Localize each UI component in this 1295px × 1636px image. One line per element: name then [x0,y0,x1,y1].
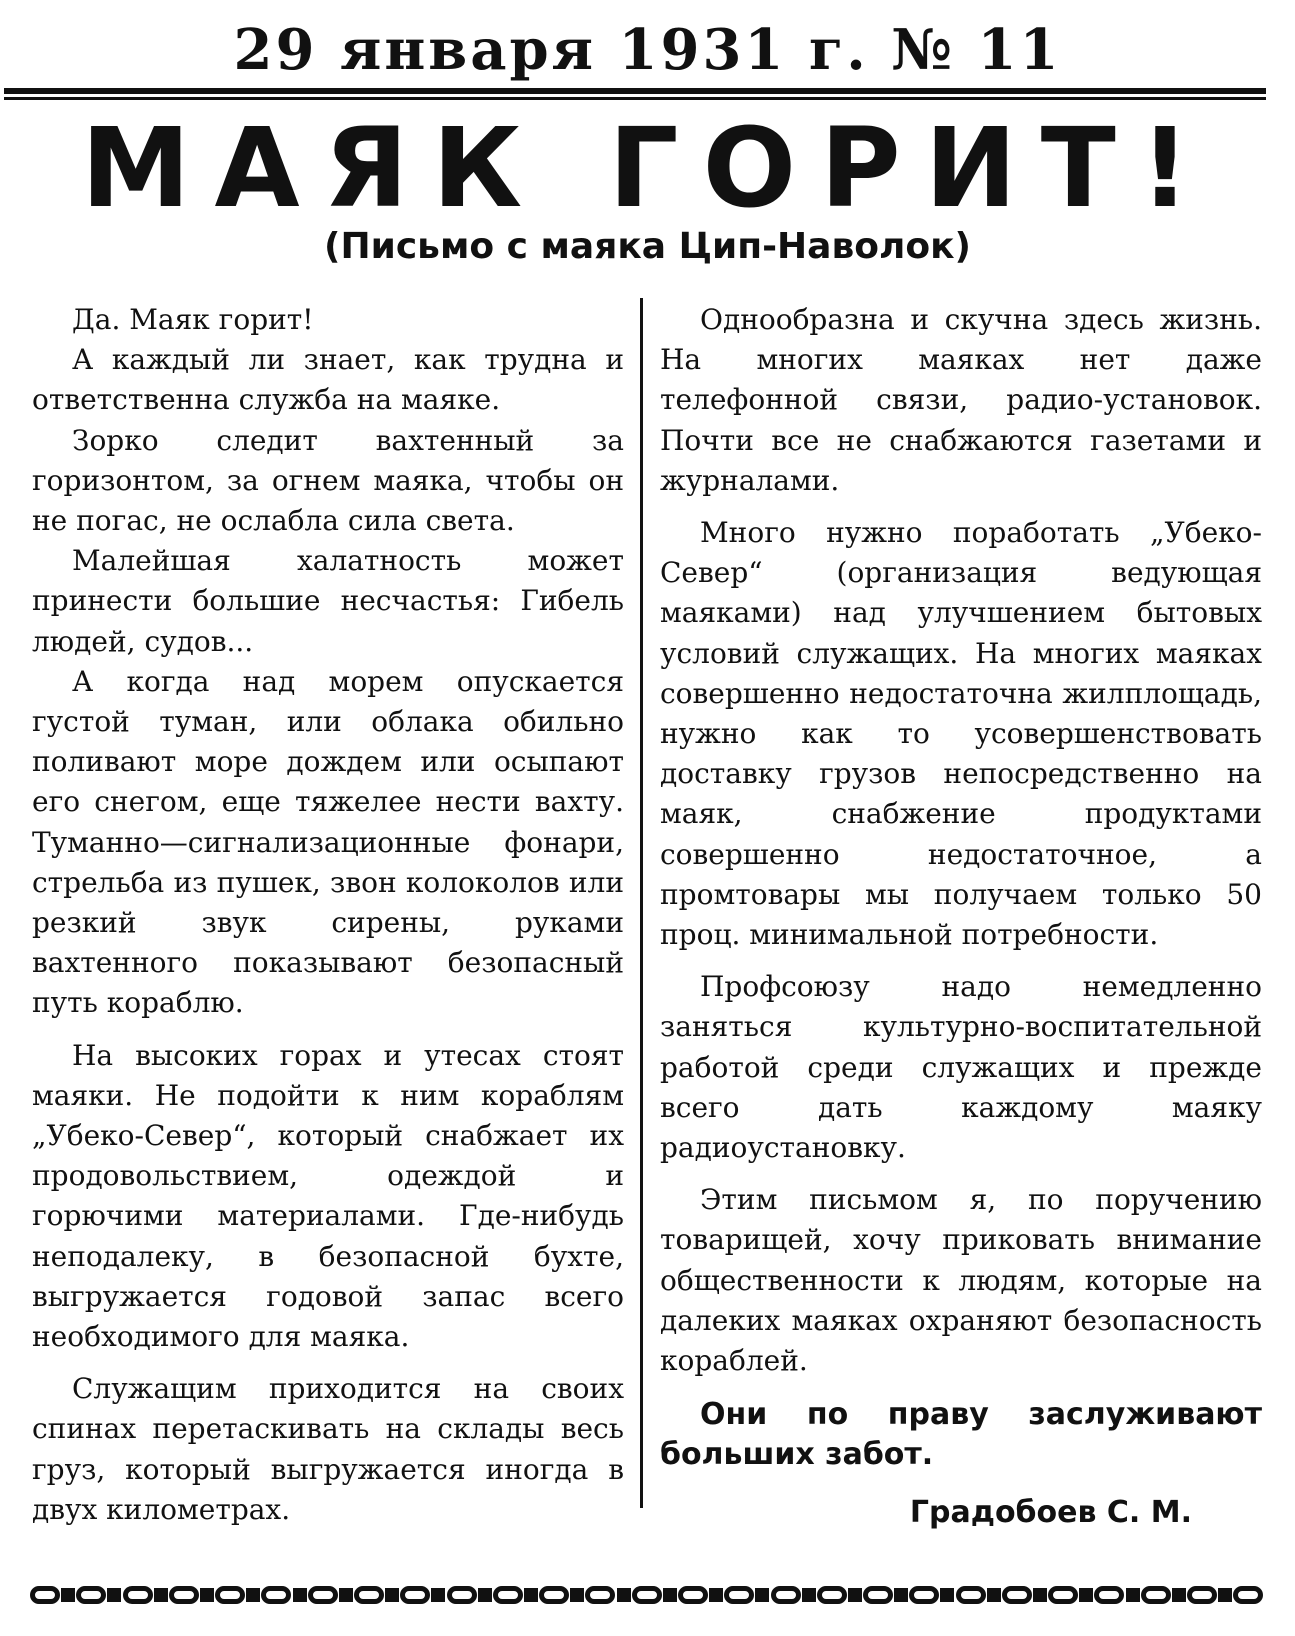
chain-bar-ornament [200,1588,214,1602]
chain-bar-ornament [663,1588,677,1602]
chain-link-ornament [1141,1586,1171,1604]
paragraph: Да. Маяк горит! [72,303,314,336]
chain-bar-ornament [154,1588,168,1602]
paragraph: А когда над морем опускается густой туман, или облака обильно поливают море дождем или осыпают его снегом, еще тяжелее нести вахту. Туманно—сигнализационные фонари, стрельба из пушек, звон колоколов или резкий звук сирены, руками вахтенного показывают безопасный путь кораблю. [32,664,624,1020]
chain-link-ornament [678,1586,708,1604]
left-column [32,300,624,1530]
column-divider [640,298,643,1508]
paragraph: На высоких горах и утесах стоят маяки. Не подойти к ним кораблям „Убеко-Север“, который снабжает их продовольствием, одеждой и горючими материалами. Где-нибудь неподалеку, в безопасной бухте, выгружается годовой запас всего необходимого для маяка. [32,1038,624,1354]
header-rule [4,88,1266,94]
chain-bar-ornament [802,1588,816,1602]
chain-link-ornament [585,1586,615,1604]
headline: МАЯК ГОРИТ! [81,104,1214,232]
chain-link-ornament [30,1586,60,1604]
chain-link-ornament [261,1586,291,1604]
chain-bar-ornament [1218,1588,1232,1602]
chain-link-ornament [1094,1586,1124,1604]
chain-link-ornament [1048,1586,1078,1604]
chain-link-ornament [956,1586,986,1604]
chain-link-ornament [123,1586,153,1604]
chain-bar-ornament [385,1588,399,1602]
paragraph: Этим письмом я, по поручению товарищей, хочу приковать внимание общественности к людям, которые на далеких маяках охраняют безопасность кораблей. [660,1183,1262,1378]
header-rule-thin [4,97,1266,100]
chain-bar-ornament [987,1588,1001,1602]
chain-bar-ornament [478,1588,492,1602]
chain-link-ornament [447,1586,477,1604]
paragraph: Однообразна и скучна здесь жизнь. На многих маяках нет даже телефонной связи, радио-установок. Почти все не снабжаются газетами и журналами. [660,303,1262,497]
chain-link-ornament [632,1586,662,1604]
paragraph: Много нужно поработать „Убеко-Север“ (организация ведующая маяками) над улучшением бытовых условий служащих. На многих маяках совершенно недостаточна жилплощадь, нужно как то усовершенствовать доставку грузов непосредственно на маяк, снабжение продуктами совершенно недостаточное, а промтовары мы получаем только 50 проц. минимальной потребности. [660,516,1262,952]
chain-bar-ornament [107,1588,121,1602]
chain-link-ornament [909,1586,939,1604]
paragraph: Зорко следит вахтенный за горизонтом, за огнем маяка, чтобы он не погас, не ослабла сила света. [32,423,624,538]
chain-link-ornament [863,1586,893,1604]
chain-link-ornament [493,1586,523,1604]
chain-bar-ornament [293,1588,307,1602]
chain-bar-ornament [1079,1588,1093,1602]
chain-link-ornament [817,1586,847,1604]
chain-link-ornament [215,1586,245,1604]
chain-link-ornament [1187,1586,1217,1604]
chain-bar-ornament [894,1588,908,1602]
chain-bar-ornament [246,1588,260,1602]
chain-link-ornament [539,1586,569,1604]
chain-link-ornament [771,1586,801,1604]
paragraph: Малейшая халатность может принести большие несчастья: Гибель людей, судов... [32,544,624,658]
chain-bar-ornament [570,1588,584,1602]
chain-bar-ornament [940,1588,954,1602]
decorative-chain-border [30,1580,1264,1610]
chain-bar-ornament [755,1588,769,1602]
chain-link-ornament [308,1586,338,1604]
chain-bar-ornament [1172,1588,1186,1602]
chain-bar-ornament [709,1588,723,1602]
chain-link-ornament [400,1586,430,1604]
chain-bar-ornament [524,1588,538,1602]
chain-bar-ornament [339,1588,353,1602]
paragraph: Служащим приходится на своих спинах перетаскивать на склады весь груз, который выгружается иногда в двух километрах. [32,1372,624,1526]
chain-link-ornament [169,1586,199,1604]
dateline: 29 января 1931 г. № 11 [233,17,1062,83]
closing-statement: Они по праву заслуживают больших забот. [660,1397,1262,1473]
subheadline: (Письмо с маяка Цип-Наволок) [324,226,971,267]
chain-bar-ornament [617,1588,631,1602]
chain-bar-ornament [848,1588,862,1602]
chain-bar-ornament [431,1588,445,1602]
chain-link-ornament [76,1586,106,1604]
chain-link-ornament [354,1586,384,1604]
chain-link-ornament [724,1586,754,1604]
paragraph: А каждый ли знает, как трудна и ответственна служба на маяке. [32,343,624,417]
chain-bar-ornament [1126,1588,1140,1602]
chain-bar-ornament [1033,1588,1047,1602]
chain-link-ornament [1233,1586,1263,1604]
author-signature: Градобоев С. М. [909,1495,1192,1531]
chain-bar-ornament [61,1588,75,1602]
right-column [660,300,1262,1533]
paragraph: Профсоюзу надо немедленно заняться культурно-воспитательной работой среди служащих и прежде всего дать каждому маяку радиоустановку. [660,970,1262,1165]
chain-link-ornament [1002,1586,1032,1604]
